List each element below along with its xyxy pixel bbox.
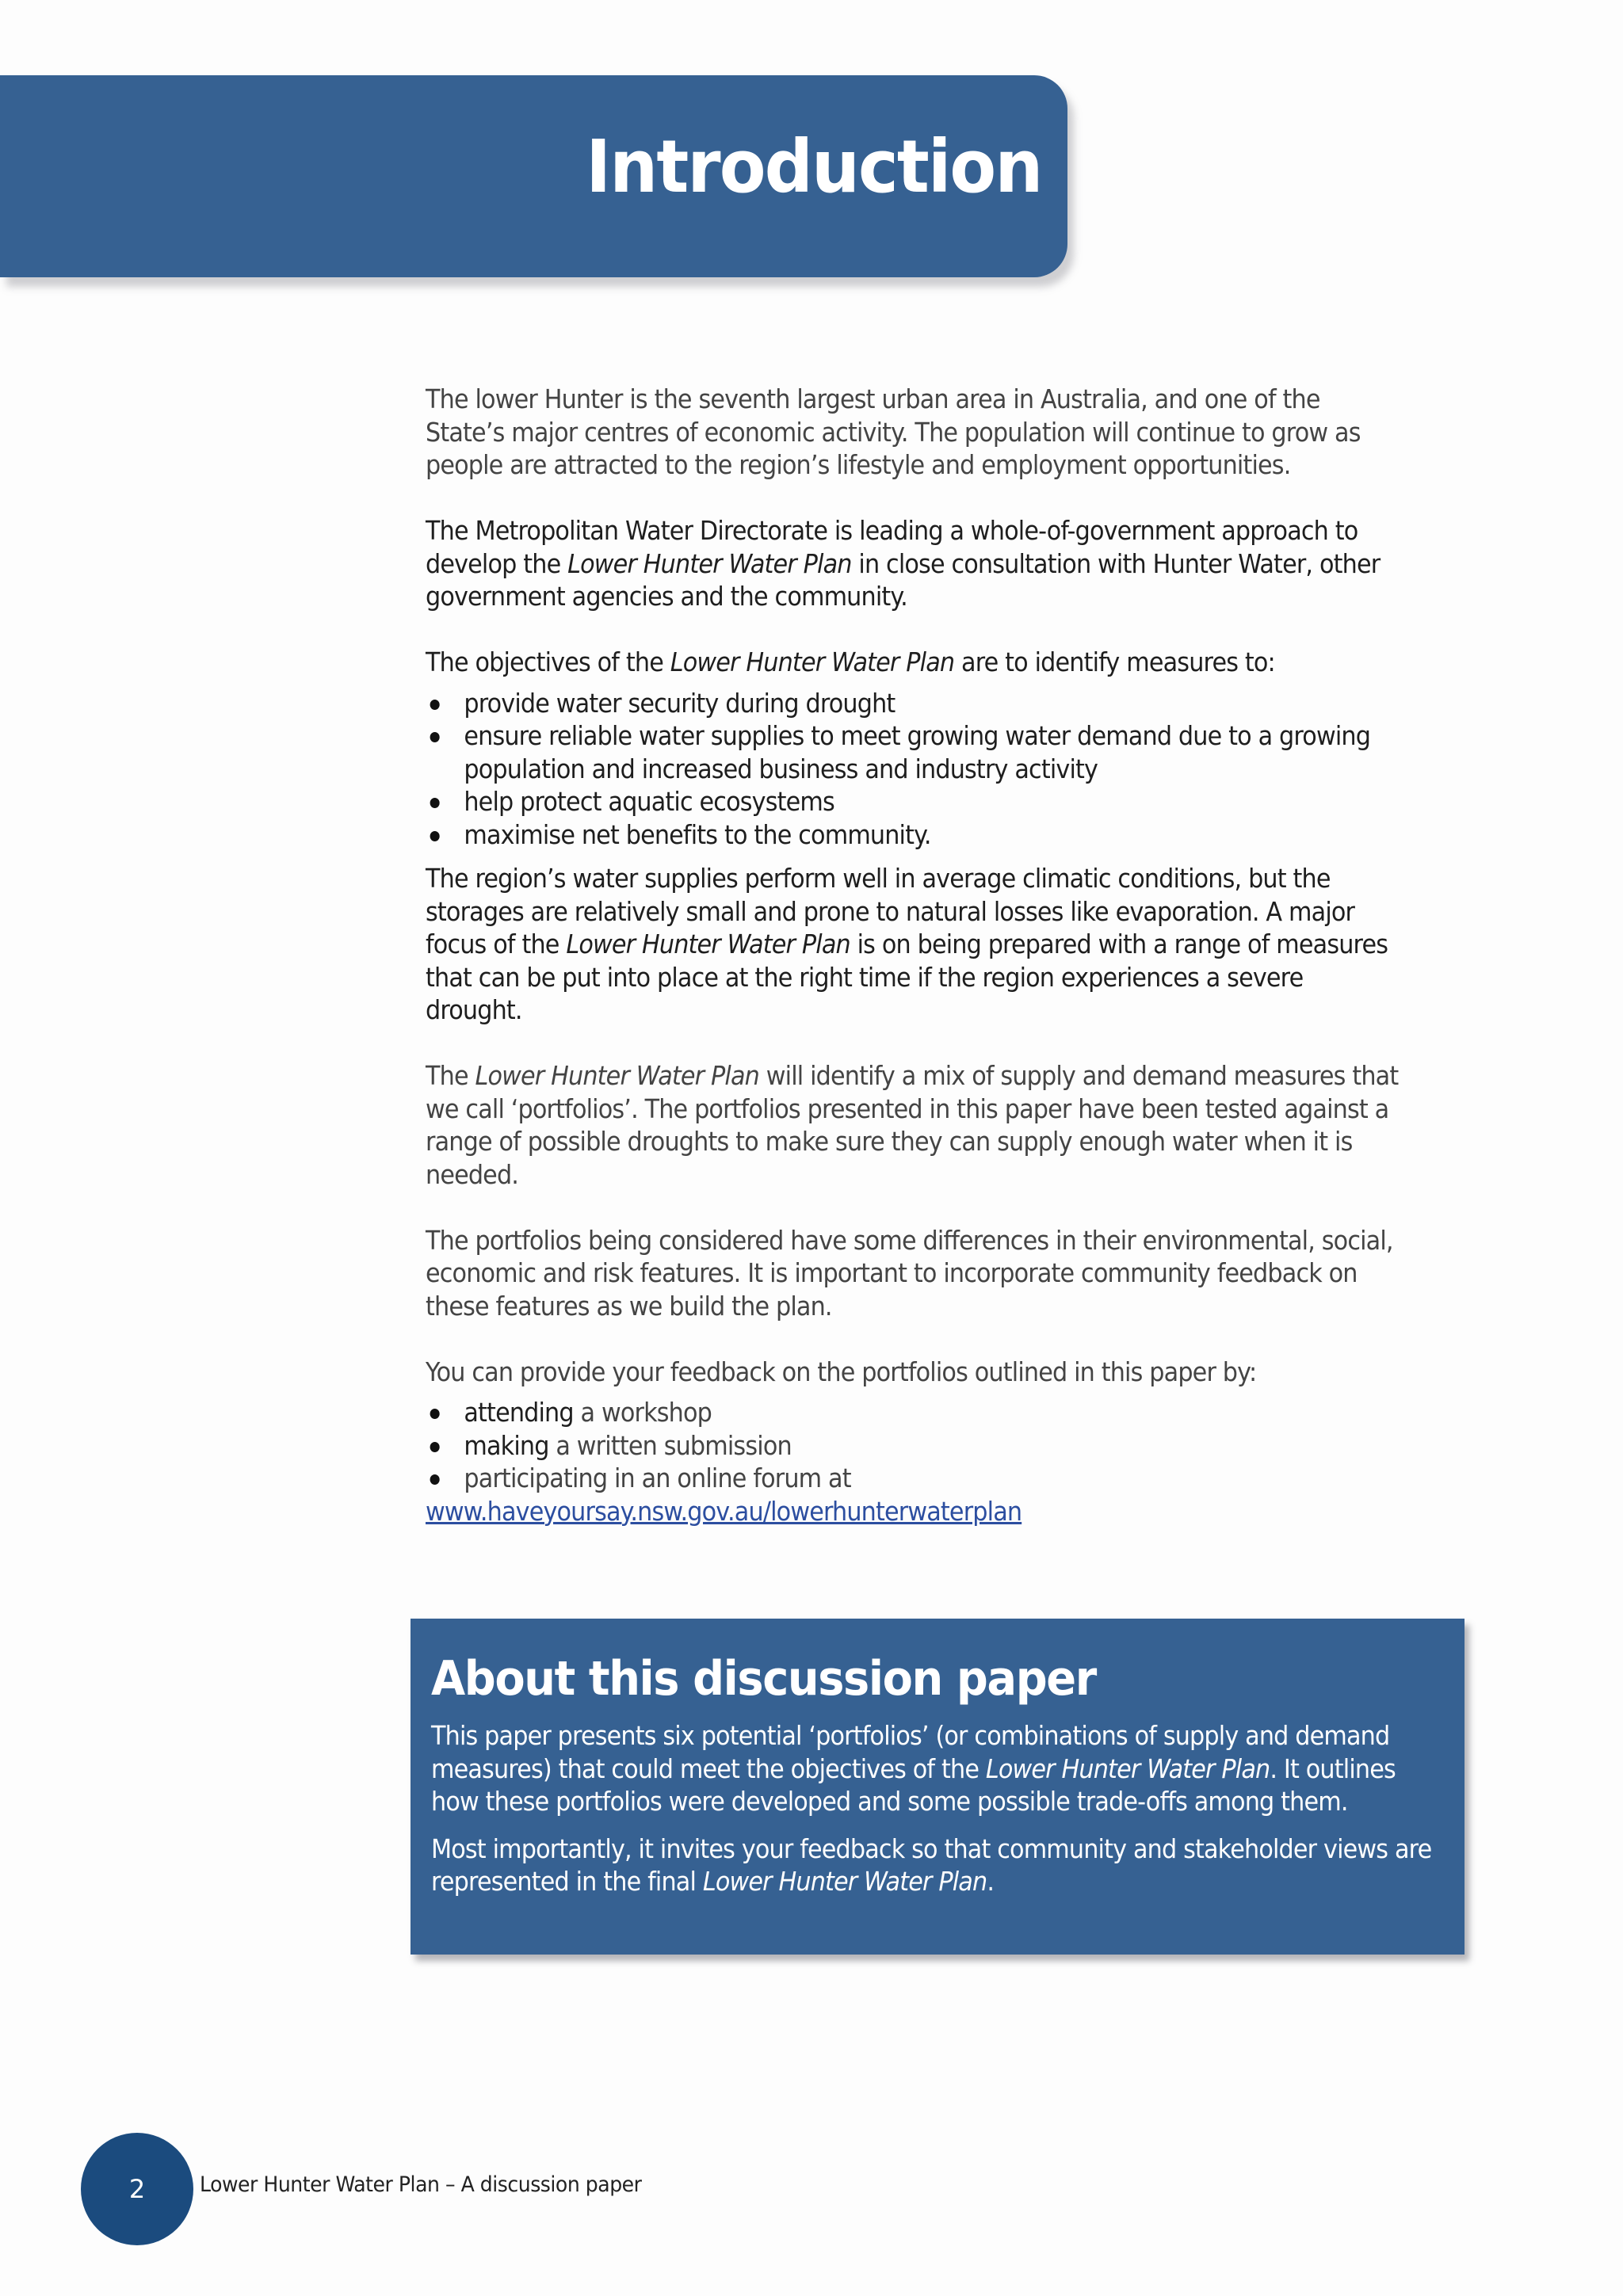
page-number: 2 (128, 2174, 146, 2204)
bullet-icon (430, 1409, 440, 1419)
list-item: ensure reliable water supplies to meet growing water demand due to a growing population and increased business and industry activity (426, 720, 1399, 786)
bullet-icon (430, 831, 440, 841)
plan-name: Lower Hunter Water Plan (702, 1867, 987, 1897)
bullet-icon (430, 732, 440, 742)
objectives-list (426, 688, 1399, 852)
plan-name: Lower Hunter Water Plan (985, 1753, 1270, 1784)
section-header-banner (0, 75, 1067, 277)
intro-paragraph: The lower Hunter is the seventh largest urban area in Australia, and one of the State’s major centres of economic activity. The population will continue to grow as people are attracted to the region’s lifestyle and employment opportunities. (426, 384, 1361, 480)
about-box-title: About this discussion paper (431, 1651, 1096, 1707)
bullet-icon (430, 798, 440, 808)
differences-paragraph: The portfolios being considered have some differences in their environmental, social, economic and risk features. It is important to incorporate community feedback on these features as we build the plan. (426, 1225, 1393, 1322)
list-item: help protect aquatic ecosystems (426, 786, 1399, 819)
feedback-intro: You can provide your feedback on the portfolios outlined in this paper by: (426, 1356, 1257, 1387)
about-box-paragraph: Most importantly, it invites your feedback so that community and stakeholder views are represented in the final Lower Hunter Water Plan. (431, 1833, 1432, 1897)
page-title: Introduction (585, 124, 1041, 209)
main-content (426, 383, 1399, 1528)
page-number-badge (81, 2133, 193, 2245)
list-item: attending a workshop (426, 1397, 1399, 1430)
directorate-paragraph: The Metropolitan Water Directorate is leading a whole-of-government approach to develop the Lower Hunter Water Plan in close consultation with Hunter Water, other government agencies and the community. (426, 516, 1381, 612)
list-item: participating in an online forum at (426, 1463, 1399, 1496)
bullet-icon (430, 1442, 440, 1452)
footer-document-title: Lower Hunter Water Plan – A discussion paper (200, 2172, 642, 2197)
portfolios-paragraph: The Lower Hunter Water Plan will identify a mix of supply and demand measures that we call ‘portfolios’. The portfolios presented in this paper have been tested against a range of possible droughts to make sure they can supply enough water when it is needed. (426, 1061, 1399, 1190)
water-supplies-paragraph: The region’s water supplies perform well in average climatic conditions, but the storages are relatively small and prone to natural losses like evaporation. A major focus of the Lower Hunter Water Plan is on being prepared with a range of measures that can be put into place at the right time if the region experiences a severe drought. (426, 864, 1388, 1025)
objectives-intro: The objectives of the Lower Hunter Water Plan are to identify measures to: (426, 647, 1275, 677)
bullet-icon (430, 1474, 440, 1485)
about-box-paragraph: This paper presents six potential ‘portfolios’ (or combinations of supply and demand measures) that could meet the objectives of the Lower Hunter Water Plan. It outlines how these portfolios were developed and some possible trade-offs among them. (431, 1721, 1396, 1817)
feedback-options-list (426, 1397, 1399, 1496)
plan-name: Lower Hunter Water Plan (670, 647, 955, 677)
list-item: provide water security during drought (426, 688, 1399, 721)
list-item: maximise net benefits to the community. (426, 819, 1399, 852)
plan-name: Lower Hunter Water Plan (475, 1061, 759, 1091)
plan-name: Lower Hunter Water Plan (567, 548, 852, 579)
haveyoursay-link[interactable]: www.haveyoursay.nsw.gov.au/lowerhunterwaterplan (426, 1496, 1022, 1527)
plan-name: Lower Hunter Water Plan (566, 929, 850, 959)
about-discussion-paper-box (411, 1619, 1465, 1955)
bullet-icon (430, 700, 440, 710)
list-item: making a written submission (426, 1430, 1399, 1463)
